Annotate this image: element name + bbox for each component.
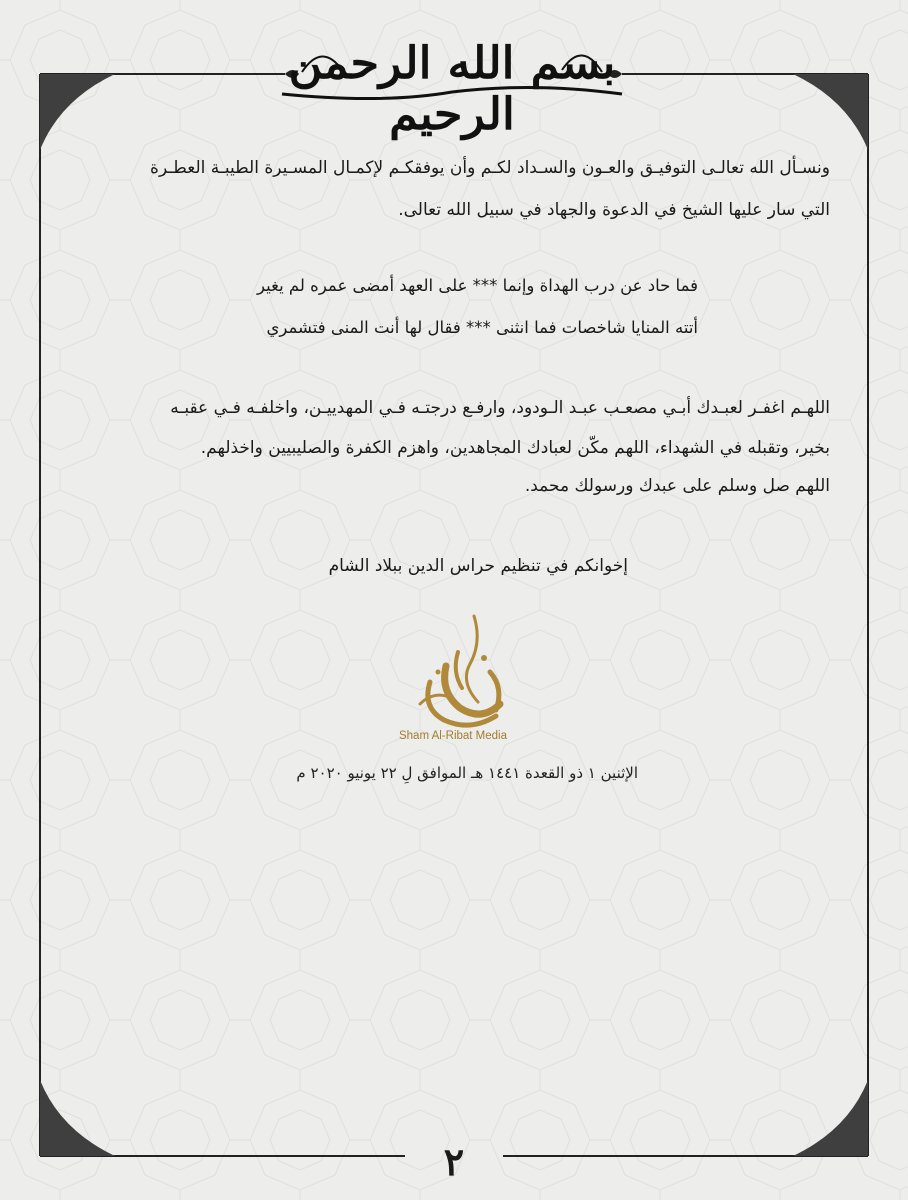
paragraph-2-line-3: اللهم صل وسلم على عبدك ورسولك محمد. bbox=[524, 476, 830, 496]
publication-date: الإثنين ١ ذو القعدة ١٤٤١ هـ الموافق لِ ٢٢ يونيو ٢٠٢٠ م bbox=[296, 764, 638, 782]
paragraph-2-line-1: اللهـم اغفـر لعبـدك أبـي مصعـب عبـد الـودود، وارفـع درجتـه فـي المهدييـن، واخلفـه فـي عقبـه bbox=[170, 398, 830, 418]
signature: إخوانكم في تنظيم حراس الدين ببلاد الشام bbox=[328, 556, 628, 576]
corner-top-left bbox=[40, 74, 115, 150]
poem-line-1: فما حاد عن درب الهداة وإنما *** على العهد أمضى عمره لم يغير bbox=[257, 276, 698, 295]
basmala-calligraphy bbox=[262, 32, 642, 140]
poem-line-2: أتته المنايا شاخصات فما انثنى *** فقال لها أنت المنى فتشمري bbox=[266, 318, 698, 337]
corner-bottom-right bbox=[793, 1080, 868, 1156]
corner-bottom-left bbox=[40, 1080, 115, 1156]
paragraph-1-line-1: ونسـأل الله تعالـى التوفيـق والعـون والسـداد لكـم وأن يوفقكـم لإكمـال المسـيرة الطيبـة العطـرة bbox=[150, 158, 830, 178]
page-number: ٢ bbox=[443, 1139, 465, 1184]
paragraph-1-line-2: التي سار عليها الشيخ في الدعوة والجهاد في سبيل الله تعالى. bbox=[398, 200, 830, 220]
corner-top-right bbox=[793, 74, 868, 150]
basmala-text: بسم الله الرحمن الرحيم bbox=[288, 38, 616, 140]
logo-caption: Sham Al-Ribat Media bbox=[398, 730, 508, 742]
paragraph-2-line-2: بخير، وتقبله في الشهداء، اللهم مكّن لعبادك المجاهدين، واهزم الكفرة والصليبيين واخذلهم. bbox=[200, 438, 830, 458]
